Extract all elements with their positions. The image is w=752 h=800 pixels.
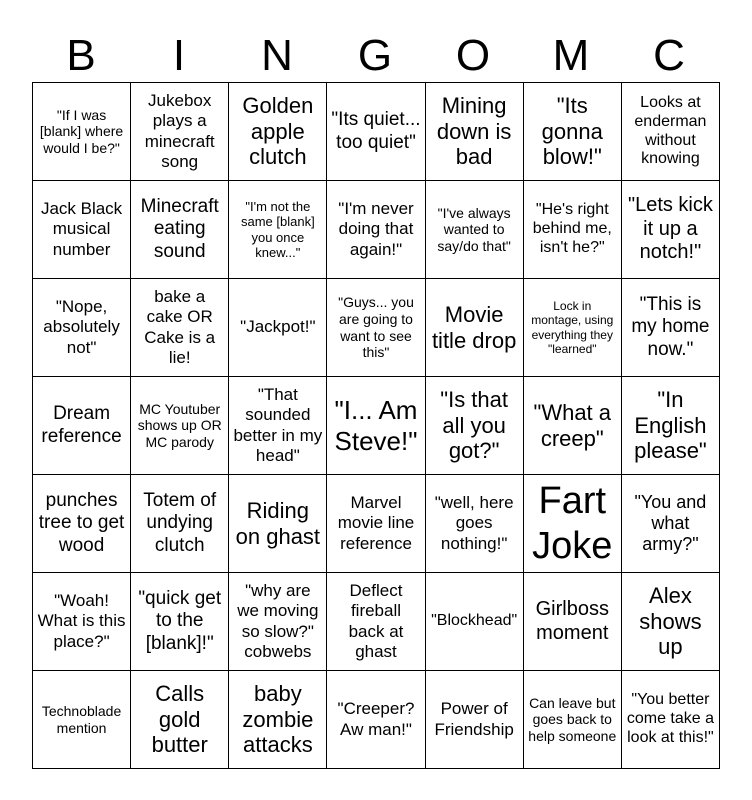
header-letter-c: C [653,31,685,80]
bingo-cell[interactable]: "I'm never doing that again!" [327,181,425,279]
bingo-cell[interactable]: Can leave but goes back to help someone [523,671,621,769]
bingo-cell[interactable]: baby zombie attacks [229,671,327,769]
bingo-cell[interactable]: "You better come take a look at this!" [621,671,719,769]
bingo-cell[interactable]: Mining down is bad [425,83,523,181]
bingo-cell[interactable]: Girlboss moment [523,573,621,671]
bingo-cell[interactable]: Alex shows up [621,573,719,671]
grid-row [33,83,720,181]
bingo-cell[interactable]: "I've always wanted to say/do that" [425,181,523,279]
header-letter-o: O [455,31,491,80]
bingo-cell[interactable]: Fart Joke [523,475,621,573]
grid-row [33,377,720,475]
bingo-cell[interactable]: Deflect fireball back at ghast [327,573,425,671]
bingo-cell[interactable]: Totem of undying clutch [131,475,229,573]
header-letter-i: I [172,31,186,80]
bingo-cell[interactable]: "You and what army?" [621,475,719,573]
bingo-cell[interactable]: Golden apple clutch [229,83,327,181]
bingo-cell[interactable]: "why are we moving so slow?" cobwebs [229,573,327,671]
bingo-cell[interactable]: bake a cake OR Cake is a lie! [131,279,229,377]
bingo-cell[interactable]: "Jackpot!" [229,279,327,377]
bingo-cell[interactable]: Marvel movie line reference [327,475,425,573]
bingo-cell[interactable]: "Its gonna blow!" [523,83,621,181]
grid-row [33,475,720,573]
bingo-cell[interactable]: "Blockhead" [425,573,523,671]
bingo-cell[interactable]: "Creeper? Aw man!" [327,671,425,769]
bingo-cell[interactable]: "Lets kick it up a notch!" [621,181,719,279]
bingo-cell[interactable]: punches tree to get wood [33,475,131,573]
bingo-cell[interactable]: "Is that all you got?" [425,377,523,475]
bingo-cell[interactable]: "Its quiet... too quiet" [327,83,425,181]
bingo-cell[interactable]: "I... Am Steve!" [327,377,425,475]
bingo-cell[interactable]: "quick get to the [blank]!" [131,573,229,671]
bingo-cell[interactable]: Jack Black musical number [33,181,131,279]
bingo-cell[interactable]: "If I was [blank] where would I be?" [33,83,131,181]
bingo-cell[interactable]: "He's right behind me, isn't he?" [523,181,621,279]
bingo-header [32,30,720,82]
bingo-grid [32,82,720,769]
bingo-cell[interactable]: Minecraft eating sound [131,181,229,279]
bingo-cell[interactable]: "What a creep" [523,377,621,475]
bingo-cell[interactable]: "I'm not the same [blank] you once knew..." [229,181,327,279]
bingo-cell[interactable]: "This is my home now." [621,279,719,377]
bingo-cell[interactable]: "Nope, absolutely not" [33,279,131,377]
header-letter-b: B [66,31,96,80]
bingo-cell[interactable]: Lock in montage, using everything they "learned" [523,279,621,377]
bingo-cell[interactable]: "In English please" [621,377,719,475]
bingo-cell[interactable]: "That sounded better in my head" [229,377,327,475]
grid-row [33,279,720,377]
bingo-cell[interactable]: Dream reference [33,377,131,475]
bingo-cell[interactable]: MC Youtuber shows up OR MC parody [131,377,229,475]
bingo-cell[interactable]: Power of Friendship [425,671,523,769]
bingo-cell[interactable]: Calls gold butter [131,671,229,769]
header-letter-m: M [552,31,590,80]
header-letter-n: N [261,31,293,80]
bingo-cell[interactable]: "well, here goes nothing!" [425,475,523,573]
bingo-cell[interactable]: Technoblade mention [33,671,131,769]
grid-row [33,671,720,769]
bingo-cell[interactable]: "Woah! What is this place?" [33,573,131,671]
header-letter-g: G [357,31,393,80]
bingo-cell[interactable]: Looks at enderman without knowing [621,83,719,181]
grid-row [33,573,720,671]
grid-row [33,181,720,279]
bingo-cell[interactable]: Riding on ghast [229,475,327,573]
bingo-cell[interactable]: Jukebox plays a minecraft song [131,83,229,181]
bingo-cell[interactable]: Movie title drop [425,279,523,377]
bingo-cell[interactable]: "Guys... you are going to want to see this" [327,279,425,377]
